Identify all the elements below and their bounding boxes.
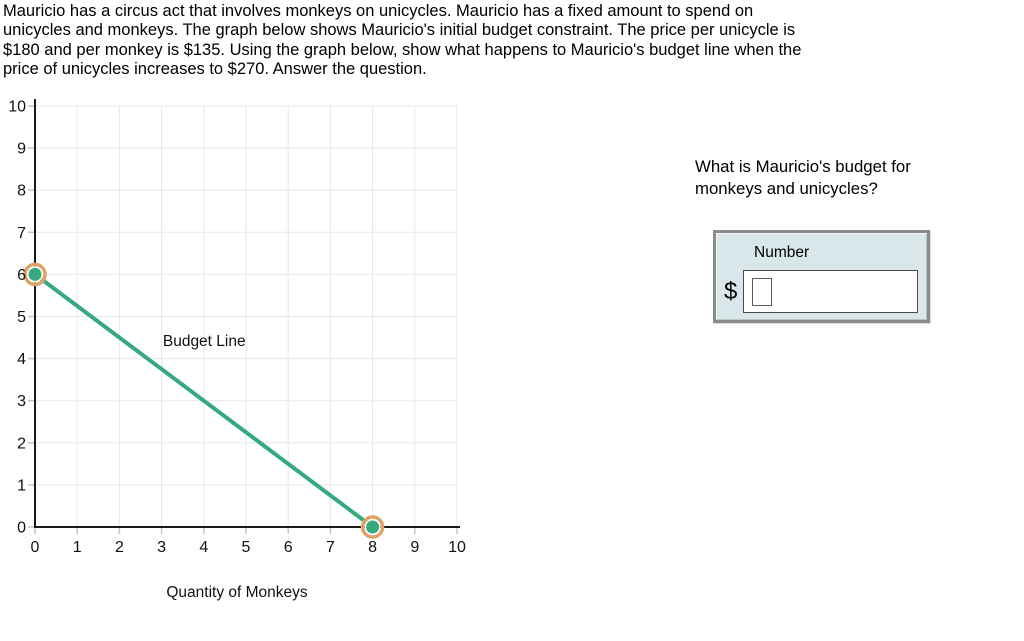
budget-line-endpoint[interactable] (366, 521, 379, 534)
problem-line: unicycles and monkeys. The graph below shows Mauricio's initial budget constraint. The price per unicycle is (3, 21, 796, 40)
y-tick-label: 8 (17, 182, 26, 200)
y-tick-label: 9 (17, 140, 26, 158)
x-tick-label: 2 (114, 539, 124, 556)
number-answer-widget (713, 230, 930, 323)
question-line: monkeys and unicycles? (695, 178, 878, 198)
y-tick-label: 5 (17, 309, 26, 326)
problem-statement (3, 2, 1021, 80)
x-tick-label: 6 (283, 539, 293, 556)
number-label: Number (754, 244, 810, 261)
x-tick-label: 4 (199, 539, 209, 556)
y-tick-label: 2 (17, 435, 26, 453)
x-tick-label: 7 (325, 539, 335, 556)
x-tick-label: 9 (410, 539, 420, 556)
y-tick-label: 10 (8, 98, 26, 116)
budget-line-endpoint[interactable] (29, 268, 42, 281)
answer-cursor-box (752, 278, 772, 306)
question-text (695, 156, 995, 199)
problem-line: price of unicycles increases to $270. Answer the question. (3, 60, 427, 79)
y-tick-label: 3 (17, 393, 26, 411)
budget-line-annotation: Budget Line (162, 332, 246, 350)
y-tick-label: 1 (17, 477, 26, 495)
x-tick-label: 0 (30, 539, 40, 556)
y-tick-label: 6 (17, 266, 26, 284)
problem-line: Mauricio has a circus act that involves monkeys on unicycles. Mauricio has a fixed amount to spend on (3, 2, 754, 20)
x-tick-label: 10 (448, 539, 466, 556)
y-tick-label: 7 (17, 224, 26, 242)
budget-graph-svg (0, 95, 480, 625)
y-tick-label: 4 (17, 351, 26, 369)
x-tick-label: 3 (157, 539, 167, 556)
answer-input[interactable] (743, 270, 918, 313)
budget-graph (0, 95, 480, 625)
x-tick-label: 8 (368, 539, 378, 556)
y-tick-label: 0 (17, 519, 26, 537)
x-tick-label: 1 (72, 539, 82, 556)
currency-symbol: $ (724, 277, 738, 305)
x-axis-label: Quantity of Monkeys (166, 584, 308, 601)
problem-line: $180 and per monkey is $135. Using the graph below, show what happens to Mauricio's budget line when the (3, 40, 802, 59)
question-line: What is Mauricio's budget for (695, 157, 911, 176)
x-tick-label: 5 (241, 539, 251, 556)
answer-row (724, 270, 918, 313)
